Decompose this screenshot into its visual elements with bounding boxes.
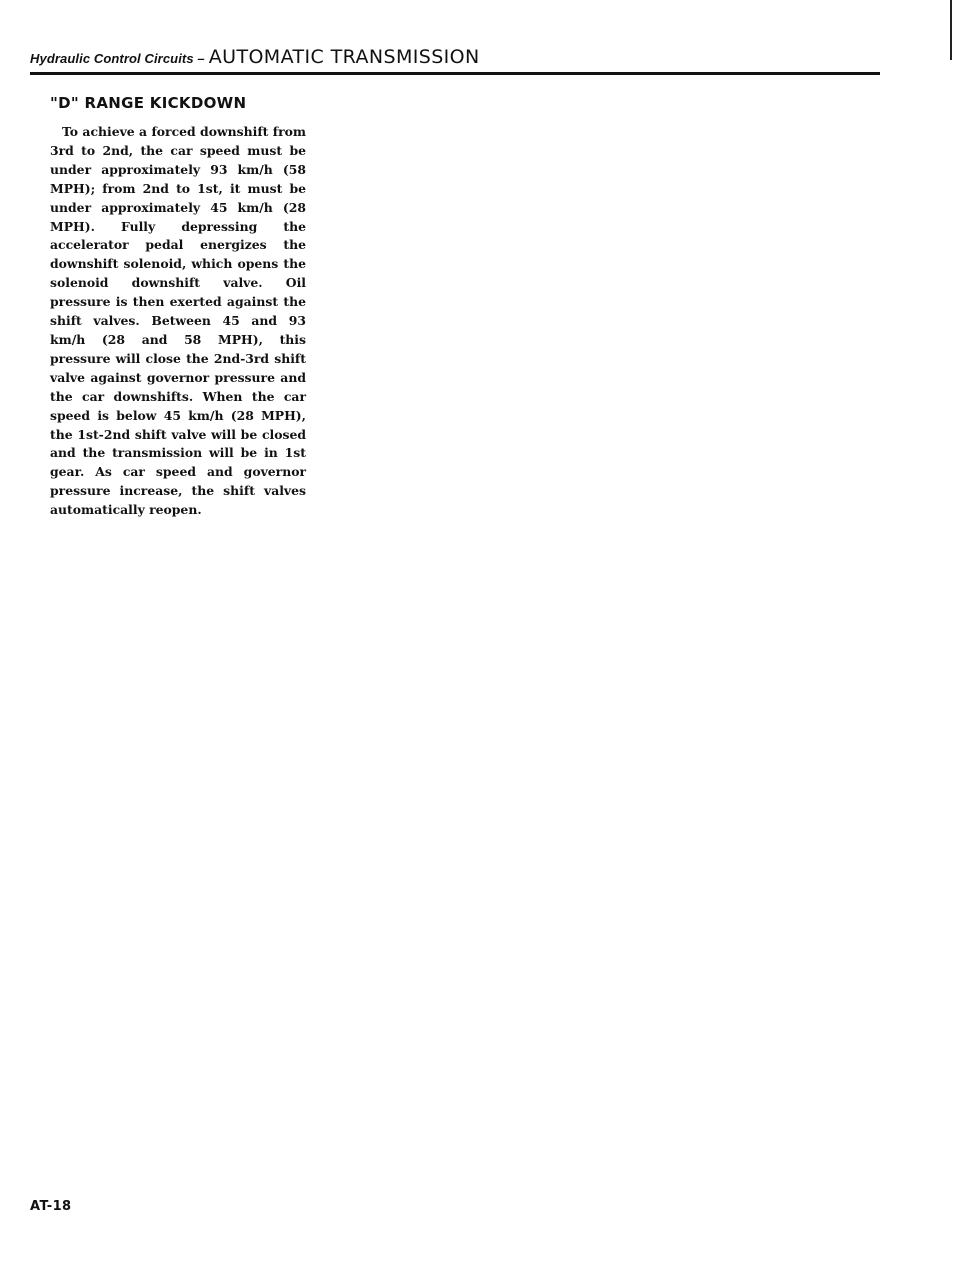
header-title: AUTOMATIC TRANSMISSION: [208, 46, 480, 68]
header-rule: [30, 72, 880, 75]
section-heading: "D" RANGE KICKDOWN: [50, 94, 247, 112]
header-section-label: Hydraulic Control Circuits –: [30, 51, 205, 66]
page-number: AT-18: [30, 1199, 72, 1214]
scan-edge-mark: [950, 0, 952, 60]
section-paragraph: To achieve a forced downshift from 3rd to 2nd, the car speed must be under approximately 93 km/h (58 MPH); from 2nd to 1st, it must be under approximately 45 km/h (28 MPH). Fully depressing the accelerator pedal energizes the downshift solenoid, which opens the solenoid downshift valve. Oil pressure is then exerted against the shift valves. Between 45 and 93 km/h (28 and 58 MPH), this pressure will close the 2nd-3rd shift valve against governor pressure and the car downshifts. When the car speed is below 45 km/h (28 MPH), the 1st-2nd shift valve will be closed and the transmission will be in 1st gear. As car speed and governor pressure increase, the shift valves automatically reopen.: [50, 124, 306, 518]
page-header: [30, 46, 880, 74]
